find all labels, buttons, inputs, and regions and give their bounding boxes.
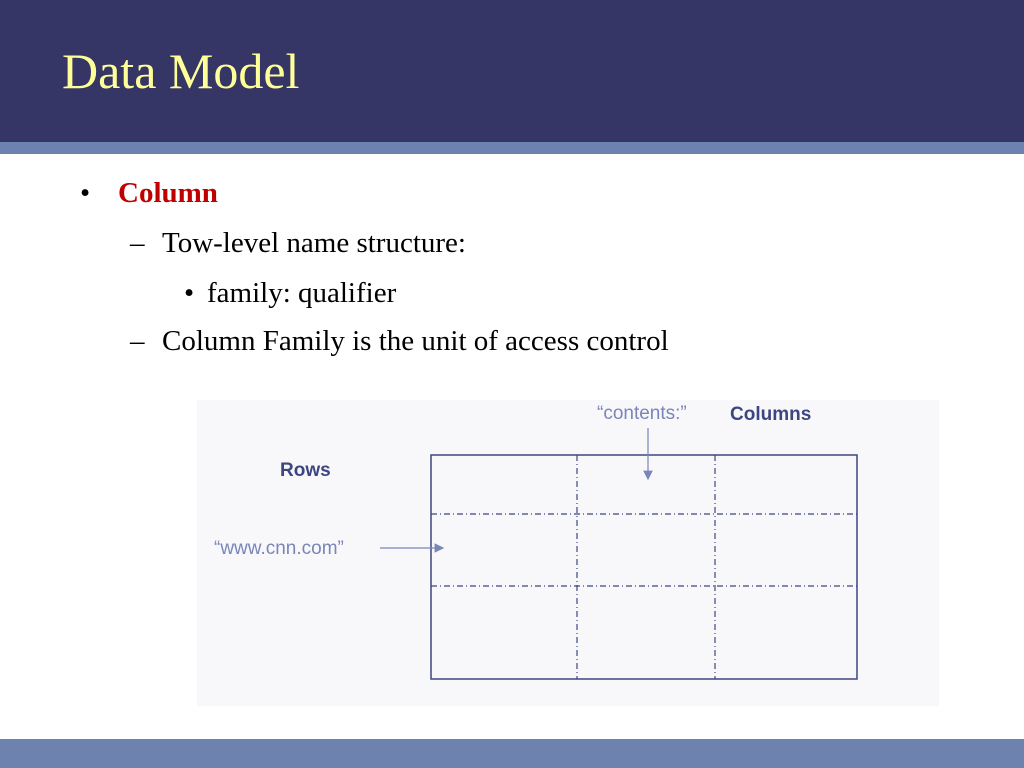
rows-label: Rows xyxy=(280,460,331,481)
bullet-access-control: Column Family is the unit of access control xyxy=(162,325,669,357)
bullet-column: Column xyxy=(118,177,218,209)
slide-title: Data Model xyxy=(62,43,300,99)
column-key-label: “contents:” xyxy=(597,403,687,424)
bullet-name-structure: Tow-level name structure: xyxy=(162,227,466,259)
table-border xyxy=(431,455,857,679)
row-key-label: “www.cnn.com” xyxy=(214,538,344,559)
data-model-diagram xyxy=(197,400,939,706)
bullet-marker-2: – xyxy=(130,227,145,259)
bullet-family-qualifier: family: qualifier xyxy=(207,277,397,309)
footer-bar xyxy=(0,739,1024,768)
bullet-marker-1: • xyxy=(80,177,91,209)
bullet-marker-4: – xyxy=(130,325,145,357)
columns-label: Columns xyxy=(730,404,812,425)
header-stripe xyxy=(0,142,1024,154)
bullet-marker-3: • xyxy=(184,277,195,309)
